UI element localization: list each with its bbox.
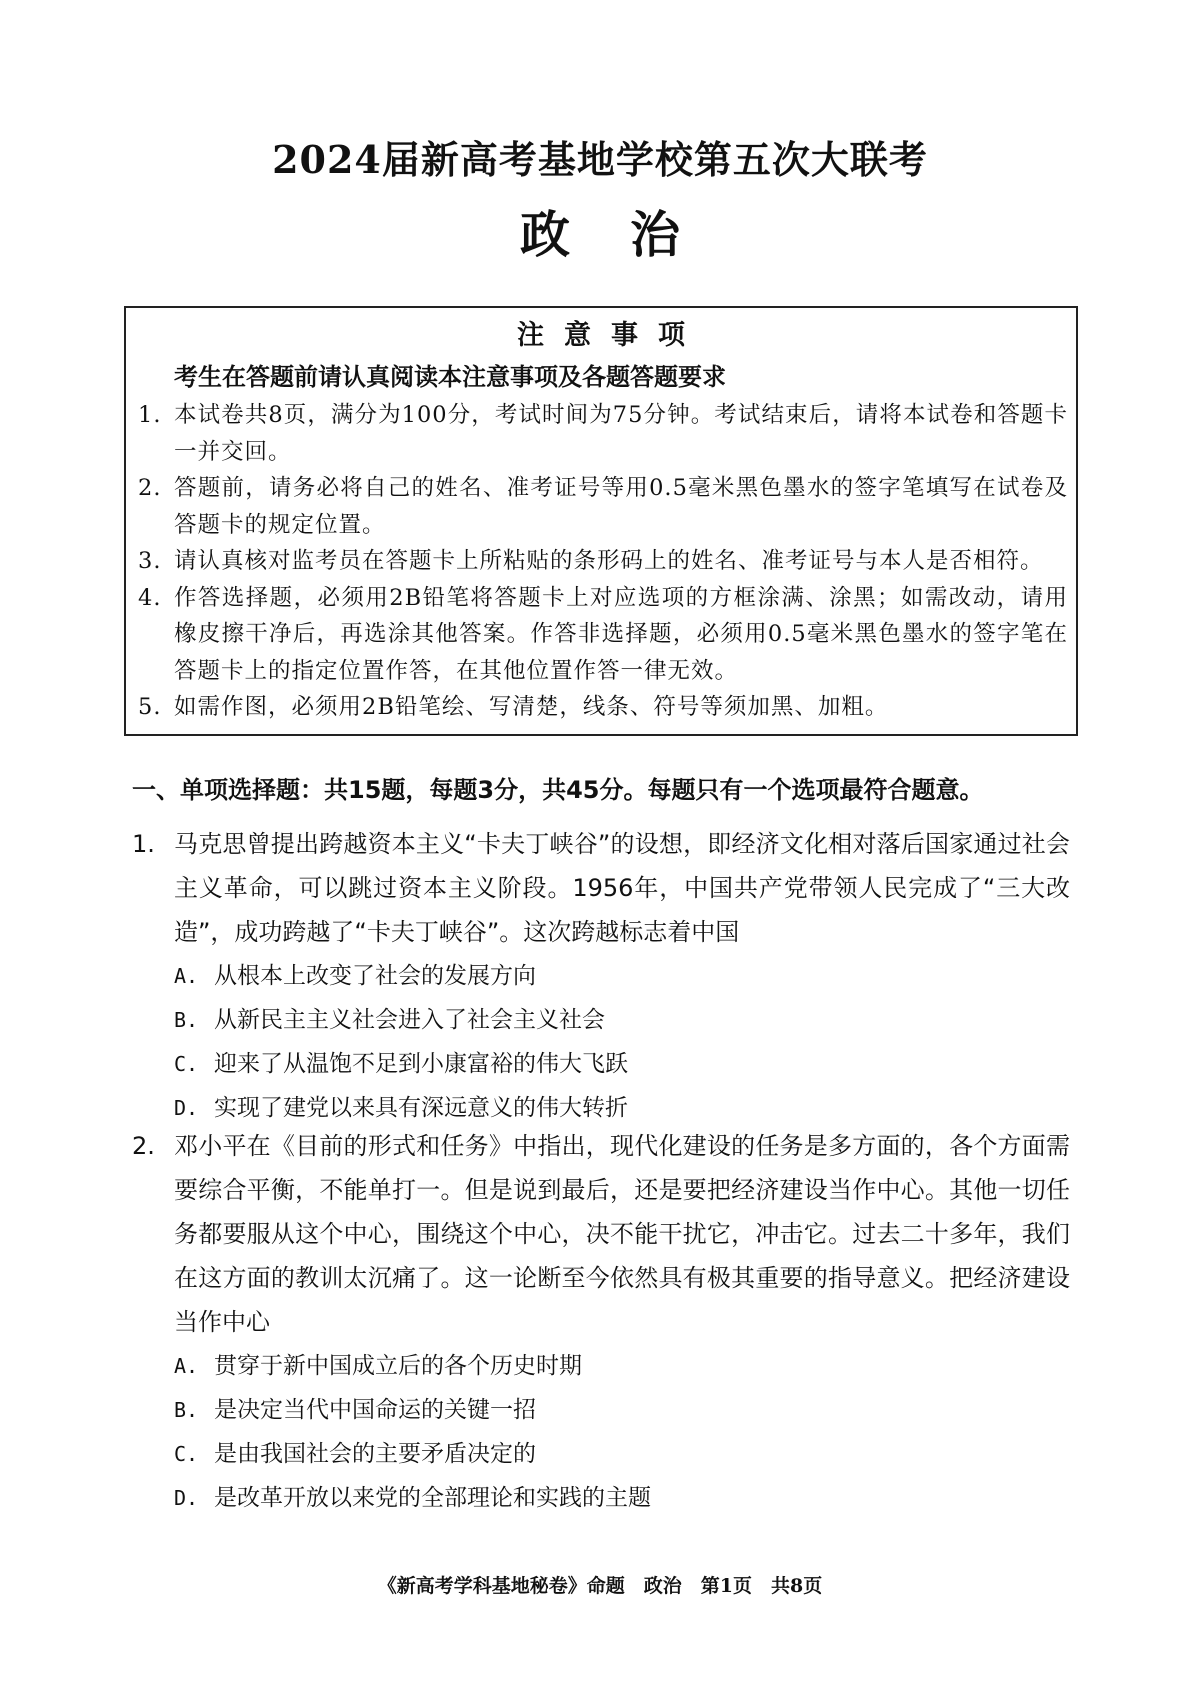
question-stem [132, 1124, 1070, 1344]
option-text: 是由我国社会的主要矛盾决定的 [214, 1441, 536, 1467]
question-number: 1. [132, 830, 155, 858]
option-list [132, 954, 1070, 1130]
option-letter: D. [174, 1486, 199, 1510]
option-a [174, 1344, 1070, 1388]
subject-title: 政治 [520, 205, 740, 264]
notice-list [138, 397, 1068, 726]
exam-title: 2024届新高考基地学校第五次大联考 [272, 137, 928, 182]
option-d [174, 1476, 1070, 1520]
option-letter: A. [174, 1354, 199, 1378]
option-b [174, 998, 1070, 1042]
option-list [132, 1344, 1070, 1520]
notice-item-number: 4. [138, 584, 162, 611]
option-text: 迎来了从温饱不足到小康富裕的伟大飞跃 [214, 1051, 628, 1077]
notice-item [138, 689, 1068, 726]
option-text: 从根本上改变了社会的发展方向 [214, 963, 536, 989]
option-text: 是决定当代中国命运的关键一招 [214, 1397, 536, 1423]
notice-item-number: 5. [138, 694, 162, 720]
notice-intro: 考生在答题前请认真阅读本注意事项及各题答题要求 [174, 362, 726, 391]
question-stem [132, 822, 1070, 954]
question-2 [132, 1124, 1070, 1520]
notice-item-text: 本试卷共8页，满分为100分，考试时间为75分钟。考试结束后，请将本试卷和答题卡一并交回。 [174, 402, 1068, 465]
section-heading: 一、单项选择题：共15题，每题3分，共45分。每题只有一个选项最符合题意。 [132, 776, 984, 804]
notice-item [138, 397, 1068, 470]
option-text: 是改革开放以来党的全部理论和实践的主题 [214, 1485, 651, 1511]
notice-item-number: 1. [138, 402, 162, 428]
question-1 [132, 822, 1070, 1130]
notice-item-text: 答题前，请务必将自己的姓名、准考证号等用0.5毫米黑色墨水的签字笔填写在试卷及答题卡的规定位置。 [174, 475, 1068, 538]
notice-item-text: 请认真核对监考员在答题卡上所粘贴的条形码上的姓名、准考证号与本人是否相符。 [174, 548, 1044, 574]
notice-title: 注意事项 [517, 320, 705, 351]
option-letter: C. [174, 1442, 199, 1466]
option-text: 从新民主主义社会进入了社会主义社会 [214, 1007, 605, 1033]
option-letter: B. [174, 1008, 199, 1032]
notice-item-text: 如需作图，必须用2B铅笔绘、写清楚，线条、符号等须加黑、加粗。 [174, 694, 889, 720]
question-text: 邓小平在《目前的形式和任务》中指出，现代化建设的任务是多方面的，各个方面需要综合平衡，不能单打一。但是说到最后，还是要把经济建设当作中心。其他一切任务都要服从这个中心，围绕这个中心，决不能干扰它，冲击它。过去二十多年，我们在这方面的教训太沉痛了。这一论断至今依然具有极其重要的指导意义。把经济建设当作中心 [174, 1132, 1070, 1336]
notice-item-text: 作答选择题，必须用2B铅笔将答题卡上对应选项的方框涂满、涂黑；如需改动，请用橡皮擦干净后，再选涂其他答案。作答非选择题，必须用0.5毫米黑色墨水的签字笔在答题卡上的指定位置作答，在其他位置作答一律无效。 [174, 584, 1068, 684]
option-c [174, 1042, 1070, 1086]
option-letter: D. [174, 1096, 199, 1120]
option-a [174, 954, 1070, 998]
option-text: 实现了建党以来具有深远意义的伟大转折 [214, 1095, 628, 1121]
notice-box [124, 306, 1078, 736]
option-letter: C. [174, 1052, 199, 1076]
question-number: 2. [132, 1132, 155, 1160]
question-text: 马克思曾提出跨越资本主义“卡夫丁峡谷”的设想，即经济文化相对落后国家通过社会主义革命，可以跳过资本主义阶段。1956年，中国共产党带领人民完成了“三大改造”，成功跨越了“卡夫丁峡谷”。这次跨越标志着中国 [174, 830, 1070, 946]
option-text: 贯穿于新中国成立后的各个历史时期 [214, 1353, 582, 1379]
notice-item [138, 580, 1068, 690]
option-letter: A. [174, 964, 199, 988]
notice-item-number: 3. [138, 548, 162, 574]
page-footer: 《新高考学科基地秘卷》命题 政治 第1页 共8页 [377, 1575, 823, 1597]
notice-item [138, 543, 1068, 580]
option-b [174, 1388, 1070, 1432]
notice-item-number: 2. [138, 475, 162, 501]
notice-item [138, 470, 1068, 543]
option-c [174, 1432, 1070, 1476]
option-letter: B. [174, 1398, 199, 1422]
